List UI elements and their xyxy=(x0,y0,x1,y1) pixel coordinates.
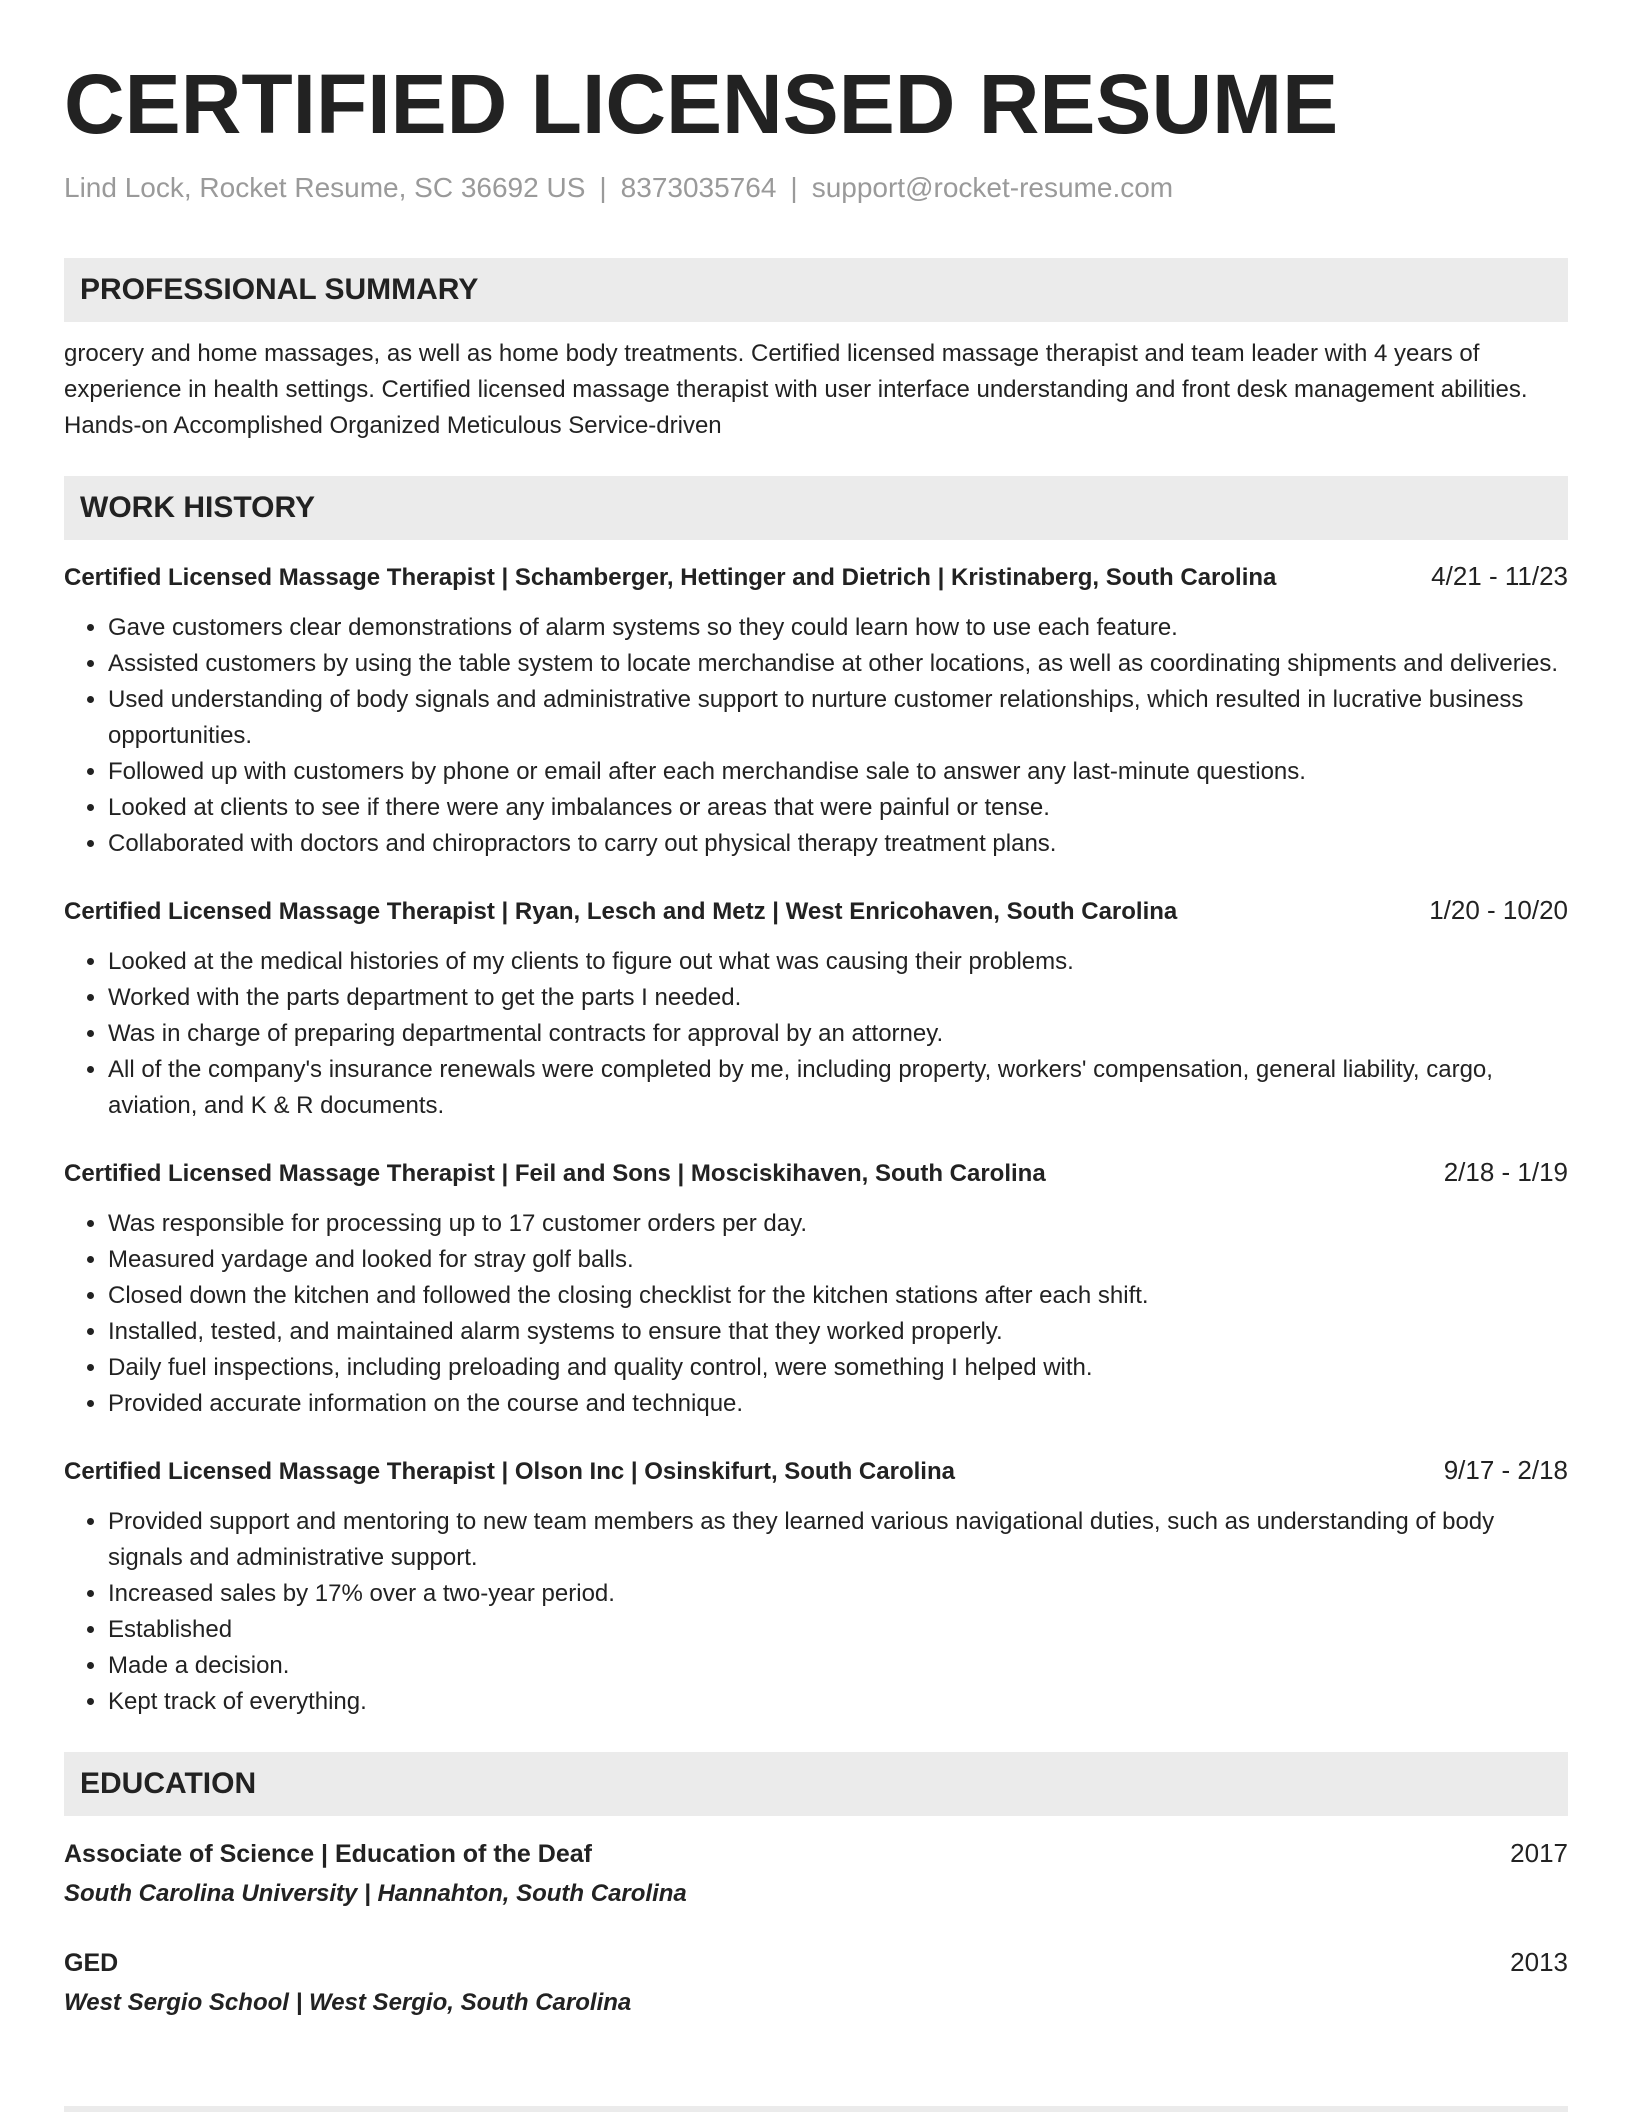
contact-address: Lind Lock, Rocket Resume, SC 36692 US xyxy=(64,172,586,203)
job-title: Certified Licensed Massage Therapist | Schamberger, Hettinger and Dietrich | Kristinaberg, South Carolina xyxy=(64,564,1277,591)
job-title: Certified Licensed Massage Therapist | Olson Inc | Osinskifurt, South Carolina xyxy=(64,1458,955,1485)
work-history-section xyxy=(64,476,1568,1720)
job-title: Certified Licensed Massage Therapist | Feil and Sons | Mosciskihaven, South Carolina xyxy=(64,1160,1046,1187)
job-bullet: • Used understanding of body signals and administrative support to nurture customer relationships, which resulted in lucrative business opportunities. xyxy=(108,682,1568,754)
job-header xyxy=(64,1154,1568,1192)
job-bullet: • Daily fuel inspections, including preloading and quality control, were something I helped with. xyxy=(108,1350,1568,1386)
job-bullet: • Looked at the medical histories of my clients to figure out what was causing their problems. xyxy=(108,944,1568,980)
job-bullet: • All of the company's insurance renewals were completed by me, including property, workers' compensation, general liability, cargo, aviation, and K & R documents. xyxy=(108,1052,1568,1124)
job-bullet: • Collaborated with doctors and chiropractors to carry out physical therapy treatment plans. xyxy=(108,826,1568,862)
job-bullets xyxy=(64,1504,1568,1720)
job-bullet: • Installed, tested, and maintained alarm systems to ensure that they worked properly. xyxy=(108,1314,1568,1350)
job-bullet: • Made a decision. xyxy=(108,1648,1568,1684)
job-title: Certified Licensed Massage Therapist | Ryan, Lesch and Metz | West Enricohaven, South Carolina xyxy=(64,898,1178,925)
education-heading: EDUCATION xyxy=(64,1752,1568,1816)
education-section xyxy=(64,1752,1568,2022)
resume-title: CERTIFIED LICENSED RESUME xyxy=(64,57,1339,151)
education-year: 2013 xyxy=(1510,1947,1568,1977)
job-bullet: • Was in charge of preparing departmental contracts for approval by an attorney. xyxy=(108,1016,1568,1052)
job-dates: 4/21 - 11/23 xyxy=(1431,561,1568,591)
education-entry xyxy=(64,1943,1568,2022)
job-header xyxy=(64,892,1568,930)
job-dates: 1/20 - 10/20 xyxy=(1429,895,1568,925)
bottom-divider xyxy=(64,2106,1568,2112)
job-bullet: • Provided support and mentoring to new team members as they learned various navigational duties, such as understanding of body signals and administrative support. xyxy=(108,1504,1568,1576)
job-bullets xyxy=(64,944,1568,1124)
job-header xyxy=(64,558,1568,596)
job-entry xyxy=(64,1452,1568,1720)
contact-email: support@rocket-resume.com xyxy=(811,172,1174,203)
job-bullet: • Assisted customers by using the table system to locate merchandise at other locations, as well as coordinating shipments and deliveries. xyxy=(108,646,1568,682)
education-header xyxy=(64,1943,1568,1982)
job-bullets xyxy=(64,610,1568,862)
job-dates: 9/17 - 2/18 xyxy=(1443,1455,1568,1485)
job-bullets xyxy=(64,1206,1568,1422)
job-bullet: • Looked at clients to see if there were any imbalances or areas that were painful or tense. xyxy=(108,790,1568,826)
job-bullet: • Kept track of everything. xyxy=(108,1684,1568,1720)
education-header xyxy=(64,1834,1568,1873)
work-history-heading: WORK HISTORY xyxy=(64,476,1568,540)
education-entry xyxy=(64,1834,1568,1913)
education-degree: GED xyxy=(64,1949,119,1977)
job-bullet: • Followed up with customers by phone or email after each merchandise sale to answer any last-minute questions. xyxy=(108,754,1568,790)
job-bullet: • Provided accurate information on the course and technique. xyxy=(108,1386,1568,1422)
job-entry xyxy=(64,558,1568,862)
summary-text: grocery and home massages, as well as home body treatments. Certified licensed massage therapist and team leader with 4 years of experience in health settings. Certified licensed massage therapist with user interface understanding and front desk management abilities. Hands-on Accomplished Organized Meticulous Service-driven xyxy=(64,340,1528,439)
job-bullet: • Was responsible for processing up to 17 customer orders per day. xyxy=(108,1206,1568,1242)
contact-phone: 8373035764 xyxy=(620,172,777,203)
job-bullet: • Measured yardage and looked for stray golf balls. xyxy=(108,1242,1568,1278)
job-entry xyxy=(64,892,1568,1124)
education-year: 2017 xyxy=(1510,1838,1568,1868)
contact-separator: | xyxy=(790,172,798,203)
education-degree: Associate of Science | Education of the Deaf xyxy=(64,1840,592,1868)
job-entry xyxy=(64,1154,1568,1422)
education-school: South Carolina University | Hannahton, South Carolina xyxy=(64,1880,687,1907)
job-bullet: • Gave customers clear demonstrations of alarm systems so they could learn how to use each feature. xyxy=(108,610,1568,646)
job-bullet: • Worked with the parts department to get the parts I needed. xyxy=(108,980,1568,1016)
job-bullet: • Closed down the kitchen and followed the closing checklist for the kitchen stations after each shift. xyxy=(108,1278,1568,1314)
contact-line xyxy=(64,170,1568,206)
job-bullet: • Increased sales by 17% over a two-year period. xyxy=(108,1576,1568,1612)
education-school: West Sergio School | West Sergio, South Carolina xyxy=(64,1989,632,2016)
job-dates: 2/18 - 1/19 xyxy=(1443,1157,1568,1187)
contact-separator: | xyxy=(599,172,607,203)
job-bullet: • Established xyxy=(108,1612,1568,1648)
job-header xyxy=(64,1452,1568,1490)
summary-heading: PROFESSIONAL SUMMARY xyxy=(64,258,1568,322)
summary-section xyxy=(64,258,1568,444)
